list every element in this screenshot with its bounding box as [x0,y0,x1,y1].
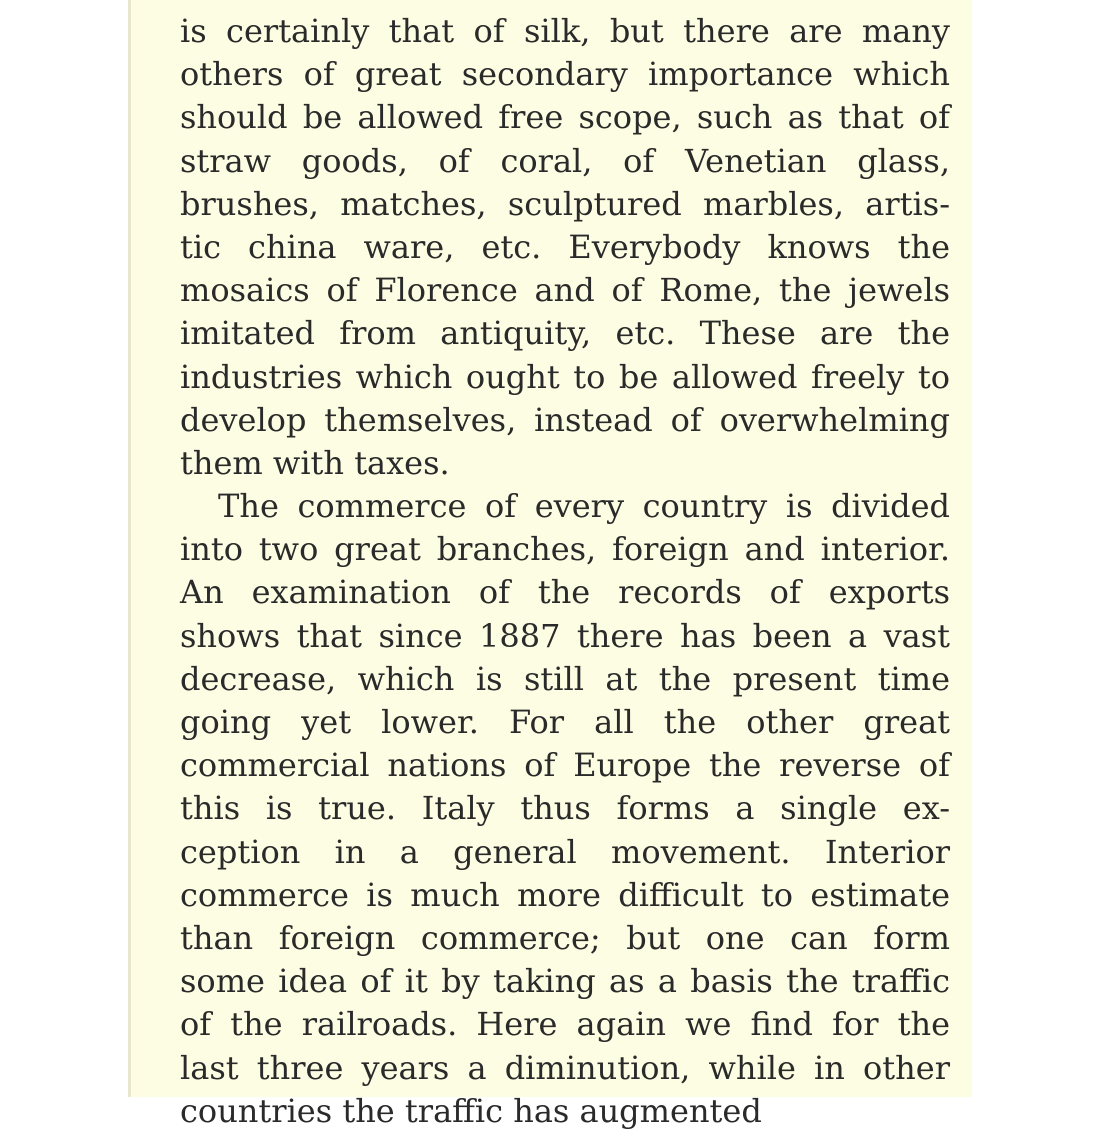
text-line: some idea of it by taking as a basis the traffic [180,962,950,1001]
text-line: brushes, matches, sculptured marbles, artis- [180,184,950,223]
text-line: should be allowed free scope, such as that of [180,98,950,137]
text-line: straw goods, of coral, of Venetian glass, [180,141,950,180]
text-line: countries the traffic has augmented [180,1091,762,1130]
text-line: them with taxes. [180,443,450,482]
text-line: than foreign commerce; but one can form [180,918,950,957]
paragraph-1 [180,10,950,485]
text-line: mosaics of Florence and of Rome, the jewels [180,271,950,310]
book-page [128,0,972,1130]
text-line: is certainly that of silk, but there are many [180,12,950,50]
page-text [180,10,950,1133]
text-line: The commerce of every country is divided [218,487,950,526]
paragraph-2 [180,485,950,1133]
text-line: develop themselves, instead of overwhelming [180,400,950,439]
text-line: commercial nations of Europe the reverse of [180,746,950,785]
page-edge [128,0,131,1097]
text-line: going yet lower. For all the other great [180,703,950,741]
text-line: others of great secondary importance which [180,55,950,94]
text-line: this is true. Italy thus forms a single ex- [180,789,950,828]
text-line: decrease, which is still at the present time [180,659,950,698]
text-line: tic china ware, etc. Everybody knows the [180,227,950,266]
text-line: industries which ought to be allowed freely to [180,357,950,396]
text-line: into two great branches, foreign and interior. [180,530,950,569]
text-line: commerce is much more difficult to estimate [180,875,950,914]
text-line: last three years a diminution, while in other [180,1048,950,1087]
text-line: ception in a general movement. Interior [180,832,950,871]
text-line: shows that since 1887 there has been a vast [180,616,950,655]
text-line: An examination of the records of exports [180,573,950,612]
text-line: imitated from antiquity, etc. These are the [180,314,950,353]
text-line: of the railroads. Here again we find for the [180,1005,950,1044]
